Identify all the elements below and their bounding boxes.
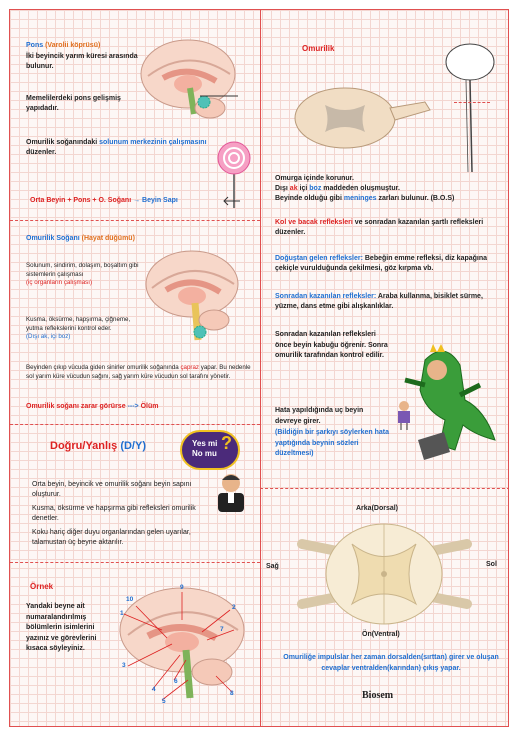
spinal-p2	[275, 184, 500, 194]
reflex3-text: Araba kullanma, bisiklet sürme, yüzme, dans etme gibi alışkanlıklar.	[275, 293, 483, 310]
reflex1-text: ve sonradan kazanılan şartlı refleksleri düzenler.	[275, 219, 484, 236]
pons-title	[26, 41, 136, 51]
spinal-cord-detail-illustration	[282, 514, 487, 634]
pointer-arrow	[200, 90, 240, 102]
spinal-reflex3	[275, 292, 500, 311]
spinal-p2-boz: boz	[309, 185, 322, 192]
example-title: Örnek	[30, 582, 54, 591]
medulla-p1	[26, 262, 141, 288]
medulla-p2-sub: (Dışı ak, içi boz)	[26, 333, 71, 340]
medulla-p2	[26, 316, 141, 342]
pons-desc: İki beyincik yarım küresi arasında bulunur.	[26, 53, 138, 70]
label-number: 4	[152, 686, 156, 693]
medulla-p3-post: yapar. Bu nedenle sol yarım küre vücudun sağını, sağ yarım küre vücudun sol tarafını yönetir.	[26, 364, 251, 380]
formula-arrow: →	[133, 197, 141, 204]
sign-no: No mu	[192, 449, 217, 458]
truefalse-q3: Koku hariç diğer duyu organlarından gelen uyarılar, talamustan üç beyne aktarılır.	[32, 529, 191, 546]
spinal-error: Hata yapıldığında uç beyin devreye girer.	[275, 407, 364, 425]
spinal-p3-pre: Beyinde olduğu gibi	[275, 195, 344, 202]
medulla-p1-sub: (iç organların çalışması)	[26, 279, 93, 286]
example-text: Yandaki beyne ait numaralandırılmış bölümlerin isimlerini yazınız ve görevlerini kısaca söyleyiniz.	[26, 603, 97, 652]
truefalse-q2: Kusma, öksürme ve hapşırma gibi refleksleri omurilik denetler.	[32, 505, 196, 522]
medulla-title-extra: (Hayat düğümü)	[81, 235, 135, 242]
section-divider	[10, 220, 260, 221]
truefalse-title	[50, 440, 146, 452]
spinal-p2-ak: ak	[289, 185, 298, 192]
pons-respiration	[26, 138, 211, 157]
formula-right: Beyin Sapı	[142, 197, 178, 204]
reflex2-label: Doğuştan gelen refleksler:	[275, 255, 363, 262]
spinal-reflex1	[275, 218, 500, 237]
reflex2-text: Bebeğin emme refleksi, diz kapağına çekiçle vurulduğunda çekilmesi, göz kırpma vb.	[275, 255, 488, 272]
label-number: 10	[126, 596, 134, 603]
sign-yes: Yes mi	[192, 439, 218, 448]
pons-mammals: Memelilerdeki pons gelişmiş yapıdadır.	[26, 95, 121, 112]
brain-medulla-illustration	[140, 248, 250, 348]
label-number: 8	[230, 690, 234, 697]
marker-line	[454, 102, 490, 103]
arrow-left-icon	[222, 196, 242, 206]
damage-left: Omurilik soğanı zarar görürse	[26, 403, 126, 410]
spinal-p2-post: maddeden oluşmuştur.	[321, 185, 400, 192]
spinal-p3	[275, 194, 500, 204]
reflex3-label: Sonradan kazanılan refleksler:	[275, 293, 377, 300]
spinal-error-sub: (Bildiğin bir şarkıyı söylerken hata yaptığında beynin sözleri düzeltmesi)	[275, 429, 389, 457]
pons-resp-pre: Omurilik soğanındaki	[26, 139, 100, 146]
label-right: Sağ	[266, 563, 279, 570]
medulla-p3-pre: Beyinden çıkıp vücuda giden sinirler omurilik soğanında	[26, 364, 181, 371]
label-number: 2	[232, 604, 236, 611]
spinal-p3-post: zarları bulunur. (B.O.S)	[376, 195, 455, 202]
spinal-p2-pre: Dışı	[275, 185, 290, 192]
medulla-p1-text: Solunum, sindirim, dolaşım, boşaltım gibi sistemlerin çalışması	[26, 262, 139, 278]
spinal-reflex2	[275, 254, 500, 273]
label-number: 7	[220, 626, 224, 633]
spinal-learned: Sonradan kazanılan refleksleri önce beyin kabuğu öğrenir. Sonra omurilik tarafından kontrol edilir.	[275, 331, 388, 359]
worksheet-page	[9, 9, 509, 727]
spinal-title: Omurilik	[302, 44, 335, 53]
medulla-title	[26, 234, 166, 244]
formula-left: Orta Beyin + Pons + O. Soğanı	[30, 197, 132, 204]
label-number: 6	[174, 678, 178, 685]
label-number: 5	[162, 698, 166, 705]
spinal-p1: Omurga içinde korunur.	[275, 175, 354, 182]
spinal-cross-section-illustration	[290, 80, 440, 155]
pons-formula	[30, 196, 230, 206]
brand-label: Biosem	[362, 690, 394, 701]
small-person-illustration	[393, 400, 415, 430]
spinal-impulse: Omuriliğe impulslar her zaman dorsalden(sırttan) girer ve oluşan cevaplar ventralden(karından) çıkış yapar.	[283, 654, 499, 672]
pons-title-text: Pons	[26, 42, 44, 49]
spinal-p2-mid: içi	[297, 185, 310, 192]
question-mark-icon: ?	[221, 433, 232, 453]
damage-right: Ölüm	[140, 403, 159, 410]
medulla-p3-link: çapraz	[180, 364, 200, 371]
medulla-title-text: Omurilik Soğanı	[26, 235, 80, 242]
label-left: Sol	[486, 561, 497, 568]
medulla-damage	[26, 402, 226, 412]
brain-spine-outline-illustration	[440, 40, 500, 180]
brain-sagittal-illustration	[138, 36, 248, 126]
label-ventral: Ön(Ventral)	[362, 631, 400, 638]
spinal-p3-link: meninges	[343, 195, 377, 202]
label-number: 9	[180, 584, 184, 591]
medulla-p3	[26, 364, 251, 381]
damage-arrow: --->	[127, 403, 139, 410]
label-dorsal: Arka(Dorsal)	[356, 505, 399, 512]
pons-resp-link: solunum merkezinin çalışmasını	[99, 139, 207, 146]
section-divider	[260, 488, 509, 489]
column-divider	[260, 10, 261, 727]
section-divider	[10, 562, 260, 563]
trash-bin-illustration	[414, 428, 454, 462]
section-divider	[10, 424, 260, 425]
medulla-p2-text: Kusma, öksürme, hapşırma, çiğneme, yutma reflekslerini kontrol eder.	[26, 316, 131, 332]
label-number: 3	[122, 662, 126, 669]
numbered-brain-illustration	[112, 580, 257, 710]
reflex1-label: Kol ve bacak refleksleri	[275, 219, 353, 226]
truefalse-title-extra: (D/Y)	[120, 440, 146, 452]
pons-title-extra: (Varolii köprüsü)	[45, 42, 101, 49]
truefalse-title-text: Doğru/Yanlış	[50, 440, 118, 452]
truefalse-q1: Orta beyin, beyincik ve omurilik soğanı beyin sapını oluşturur.	[32, 481, 192, 498]
yes-no-sign	[180, 430, 240, 470]
label-number: 1	[120, 610, 124, 617]
pons-resp-post: düzenler.	[26, 148, 57, 156]
